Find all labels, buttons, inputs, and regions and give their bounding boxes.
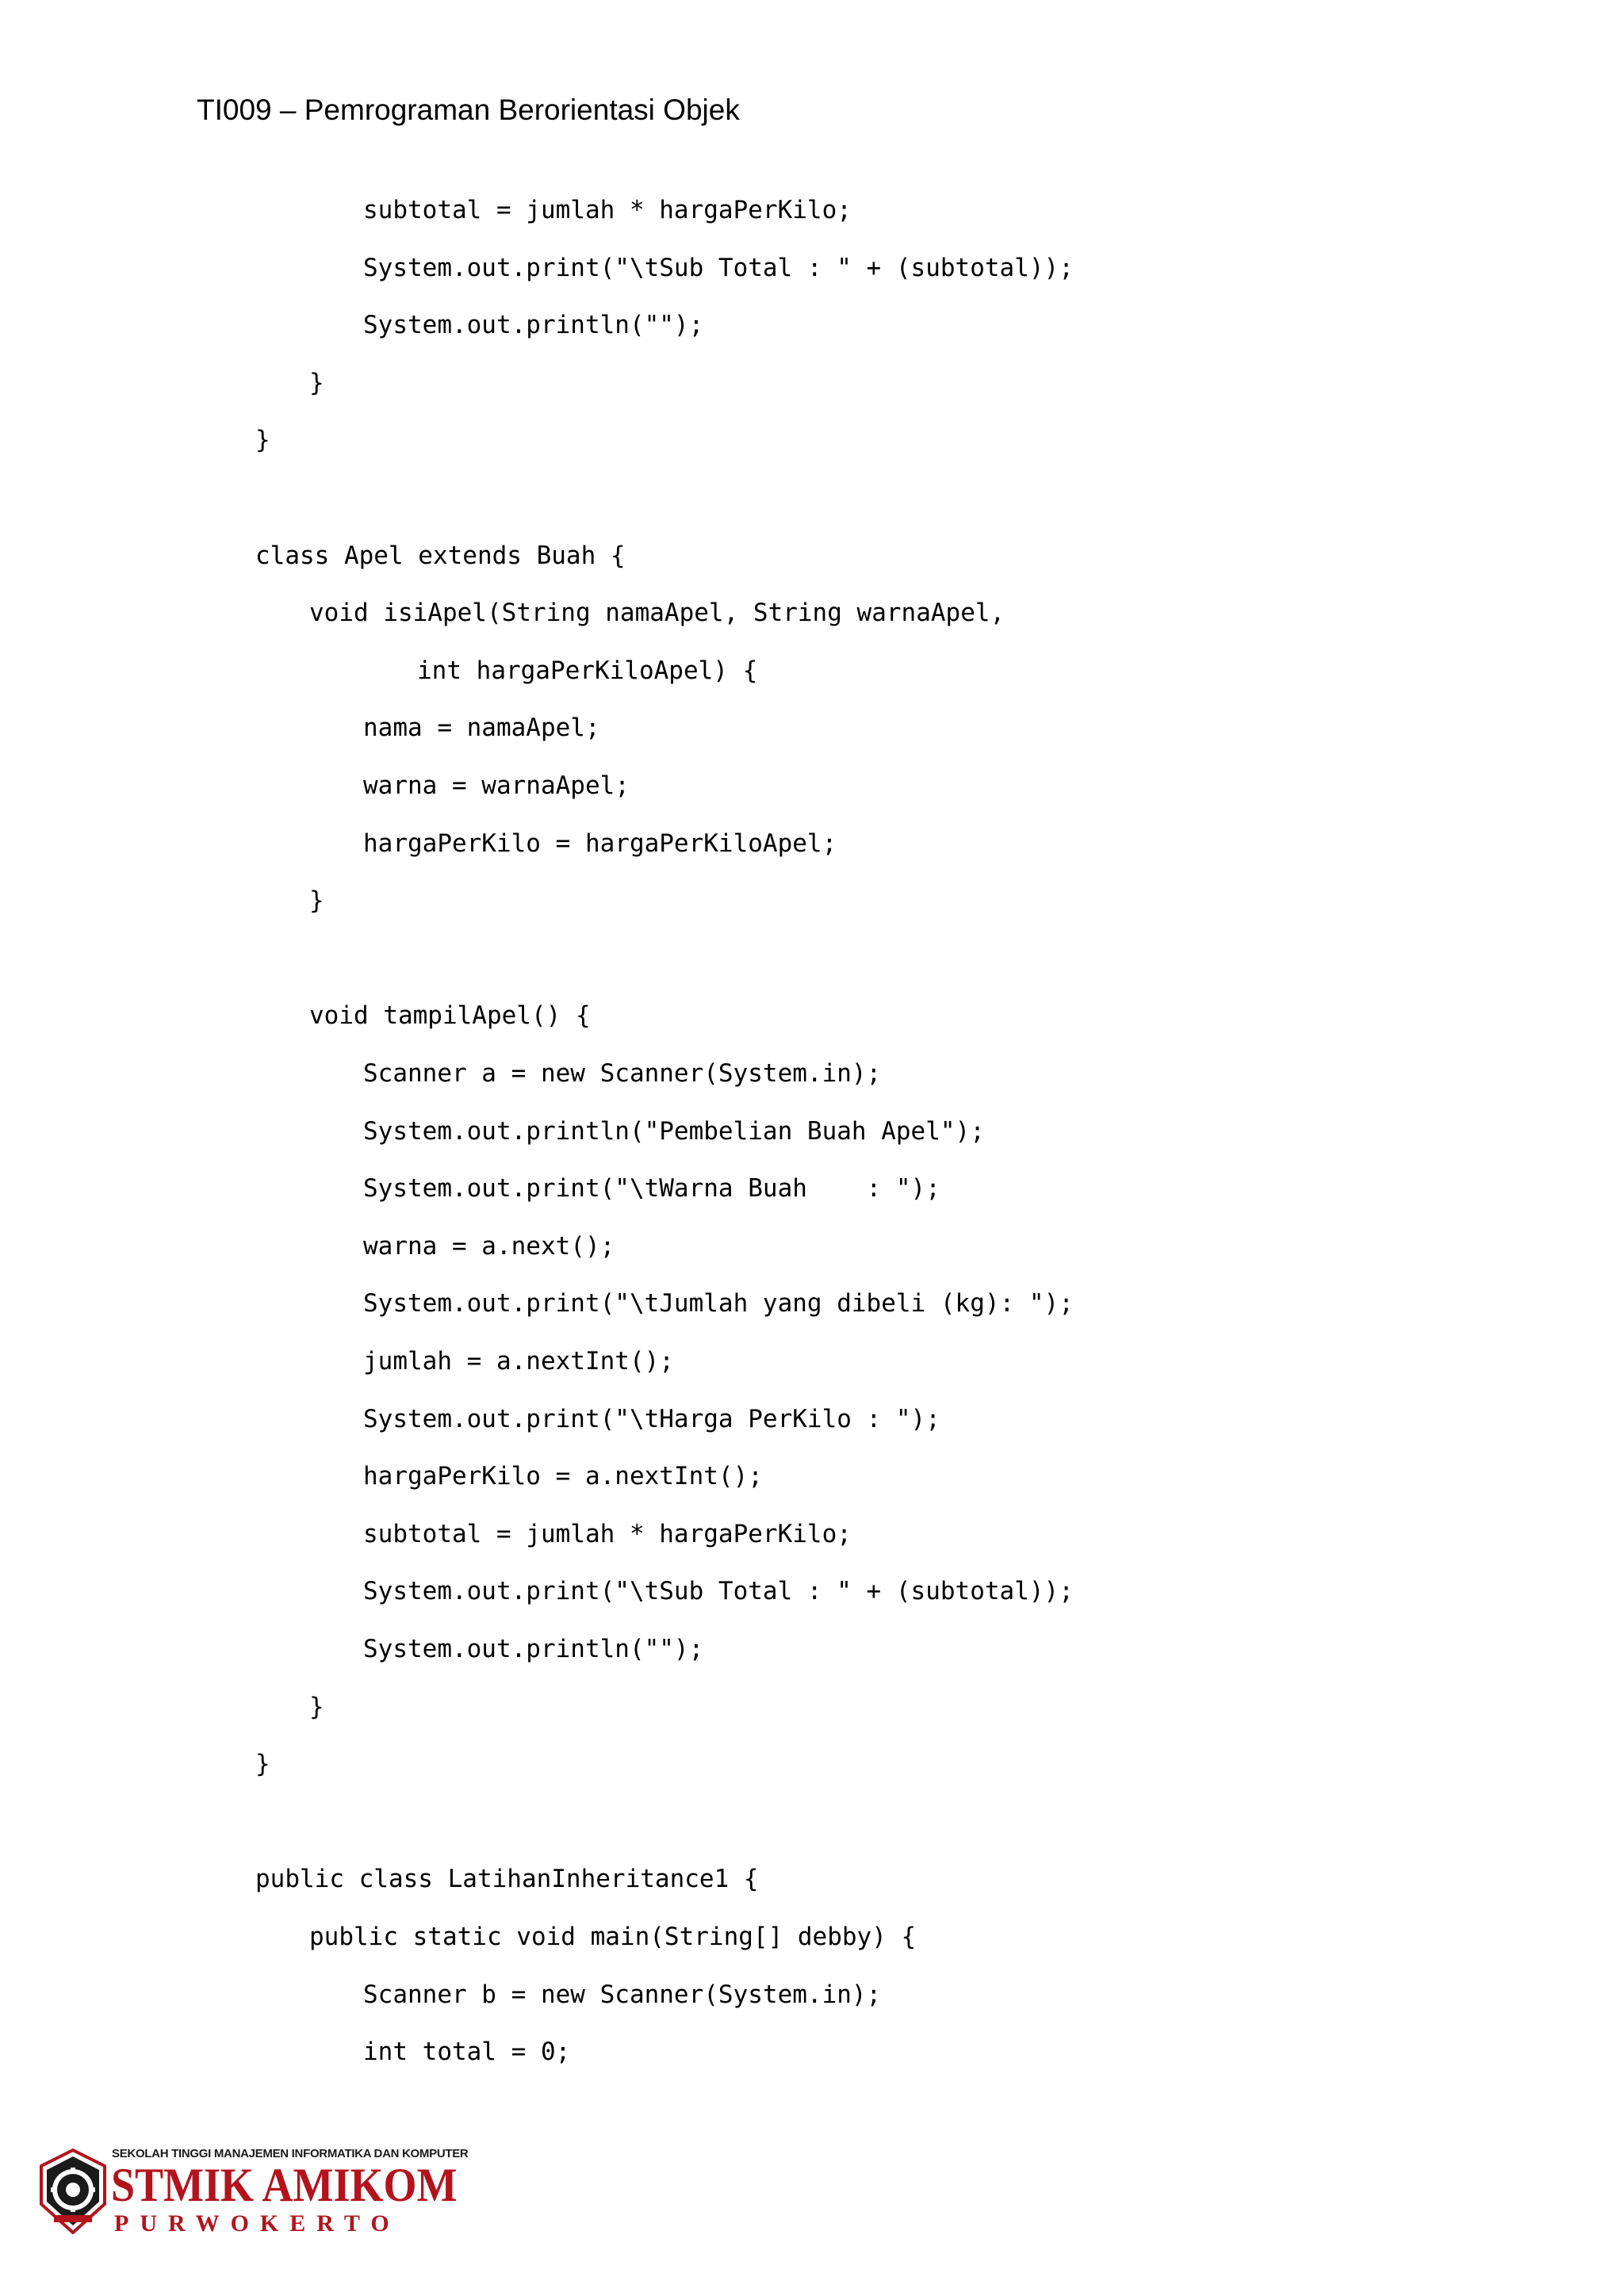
code-line: System.out.print("\tJumlah yang dibeli (kg): "); xyxy=(363,1289,1074,1318)
code-line: jumlah = a.nextInt(); xyxy=(363,1347,674,1376)
institution-full-name: SEKOLAH TINGGI MANAJEMEN INFORMATIKA DAN KOMPUTER xyxy=(112,2147,469,2160)
code-line: hargaPerKilo = hargaPerKiloApel; xyxy=(363,828,837,858)
code-line: } xyxy=(255,1750,270,1779)
code-line: subtotal = jumlah * hargaPerKilo; xyxy=(363,196,852,224)
emblem-icon xyxy=(38,2149,108,2234)
code-line: warna = a.next(); xyxy=(363,1231,615,1261)
code-line: System.out.print("\tHarga PerKilo : "); xyxy=(363,1404,940,1433)
code-line: subtotal = jumlah * hargaPerKilo; xyxy=(363,1519,852,1548)
code-line: Scanner a = new Scanner(System.in); xyxy=(363,1059,882,1088)
code-line: System.out.println(""); xyxy=(363,311,704,340)
code-line: } xyxy=(309,368,324,397)
code-line: void tampilApel() { xyxy=(309,1001,591,1031)
code-line: System.out.println(""); xyxy=(363,1635,704,1663)
code-line: hargaPerKilo = a.nextInt(); xyxy=(363,1462,763,1491)
code-line: System.out.print("\tWarna Buah : "); xyxy=(363,1174,940,1203)
code-line: nama = namaApel; xyxy=(363,714,600,743)
page-header-title: TI009 – Pemrograman Berorientasi Objek xyxy=(197,94,740,126)
code-line: void isiApel(String namaApel, String warnaApel, xyxy=(309,599,1005,628)
code-line: public class LatihanInheritance1 { xyxy=(255,1865,759,1894)
code-line: } xyxy=(255,426,270,455)
code-line: class Apel extends Buah { xyxy=(255,541,626,570)
code-line: System.out.print("\tSub Total : " + (subtotal)); xyxy=(363,1577,1074,1606)
code-line: System.out.print("\tSub Total : " + (subtotal)); xyxy=(363,253,1074,282)
institution-logo xyxy=(38,2145,469,2241)
brand-name: STMIK AMIKOM xyxy=(111,2159,458,2211)
brand-city: PURWOKERTO xyxy=(114,2210,400,2237)
code-line: System.out.println("Pembelian Buah Apel"); xyxy=(363,1116,985,1146)
code-line: warna = warnaApel; xyxy=(363,771,630,800)
code-line: int total = 0; xyxy=(363,2038,571,2067)
code-line: } xyxy=(309,1692,324,1721)
code-line: } xyxy=(309,886,324,916)
code-line: Scanner b = new Scanner(System.in); xyxy=(363,1980,882,2009)
code-line: public static void main(String[] debby) { xyxy=(309,1923,917,1951)
code-line: int hargaPerKiloApel) { xyxy=(417,656,758,685)
